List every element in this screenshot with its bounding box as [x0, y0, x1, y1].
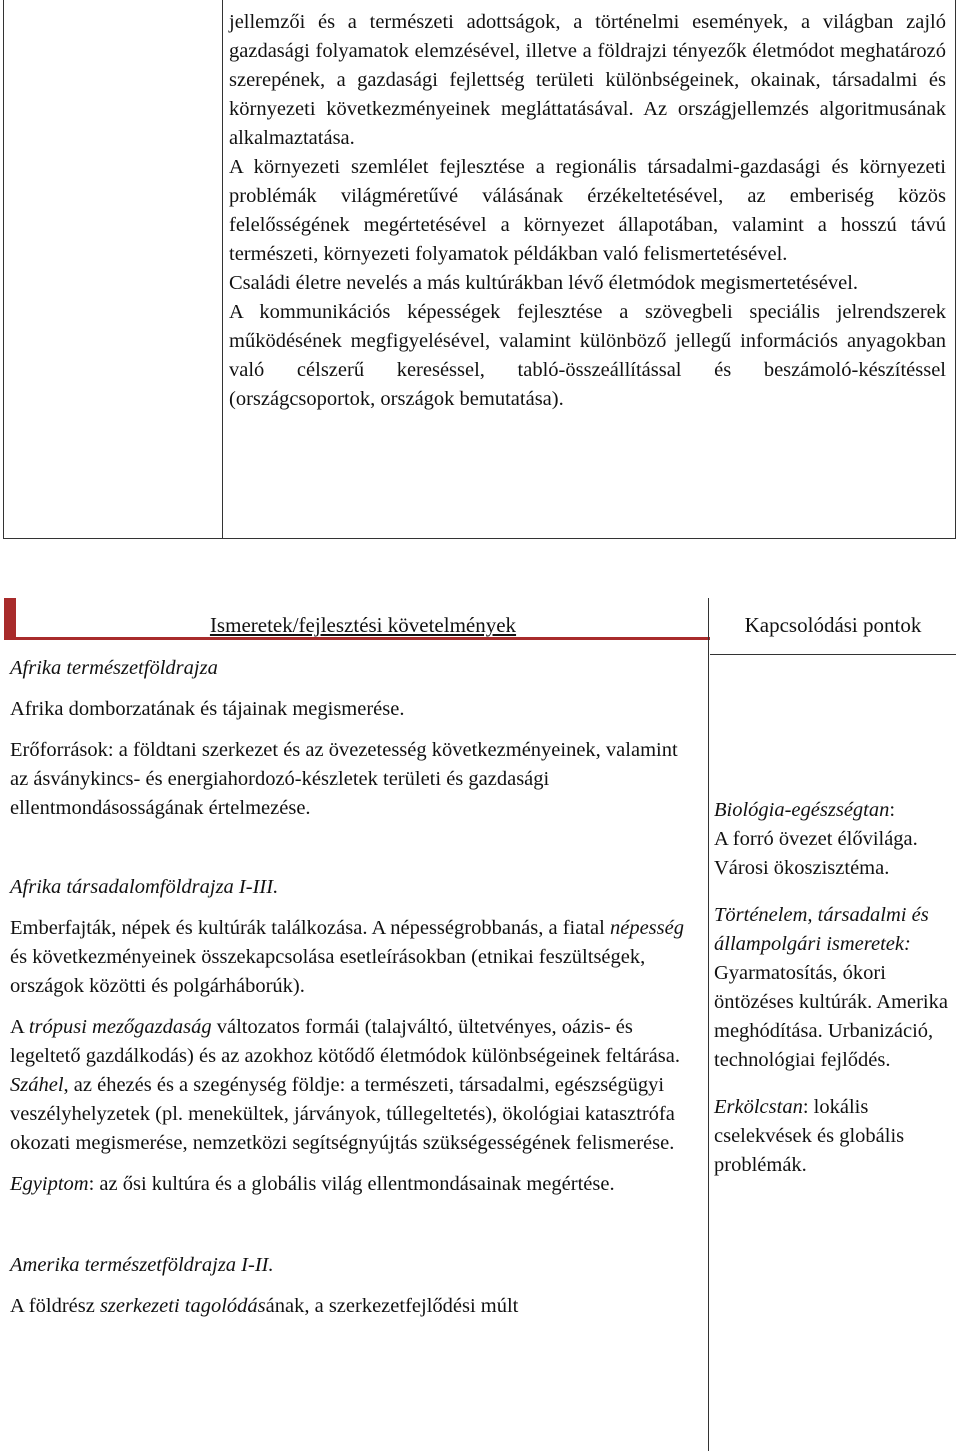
column-header-connections [710, 612, 956, 638]
subheading: Afrika társadalomföldrajza I-III. [10, 876, 279, 898]
header-divider [710, 654, 956, 655]
connection-biology: Biológia-egészségtan: A forró övezet élővilága. Városi ökoszisztéma. [714, 799, 918, 879]
paragraph: A trópusi mezőgazdaság változatos formái (talajváltó, ültetvényes, oázis- és legeltető gazdálkodás) és az azokhoz kötődő életmódok különbségeinek feltárása. Száhel, az éhezés és a szegénység földje: a természeti, társadalmi, egészségügyi veszélyhelyzetek (pl. menekültek, járványok, túllegeltetés), ökológiai katasztrófa okozati megismerése, nemzetközi segítségnyújtás szükségességének felismerése. [10, 1016, 680, 1154]
connection-history: Történelem, társadalmi és állampolgári ismeretek: Gyarmatosítás, ókori öntözéses kultúrák. Amerika meghódítása. Urbanizáció, technológiai fejlődés. [714, 904, 948, 1071]
top-left-cell [4, 0, 223, 538]
header-label: Ismeretek/fejlesztési követelmények [209, 613, 517, 637]
requirements-column [10, 654, 700, 1321]
paragraph: Családi életre nevelés a más kultúrákban lévő életmódok megismertetésével. [229, 272, 859, 294]
paragraph: A környezeti szemlélet fejlesztése a regionális társadalmi-gazdasági és környezeti problémák világméretűvé válásának érzékeltetésével, az emberiség közös felelősségének megértetésével a környezet állapotában, valamint a hosszú távú természeti, környezeti folyamatok példákban való felismertetésével. [229, 156, 946, 265]
connection-ethics: Erkölcstan: lokális cselekvések és globális problémák. [714, 1096, 905, 1176]
subheading: Amerika természetföldrajza I-II. [10, 1254, 274, 1276]
connections-column [714, 796, 950, 1180]
paragraph: jellemzői és a természeti adottságok, a történelmi események, a világban zajló gazdasági folyamatok elemzésével, illetve a földrajzi tényezők életmódot meghatározó szerepének, a gazdasági fejlettség területi különbségeinek, okainak, társadalmi és környezeti következményeinek megláttatásával. Az országjellemzés algoritmusának alkalmaztatása. [229, 11, 946, 149]
subheading: Afrika természetföldrajza [10, 657, 218, 679]
section-marker [4, 598, 16, 640]
paragraph: Afrika domborzatának és tájainak megismerése. [10, 698, 405, 720]
paragraph: A kommunikációs képességek fejlesztése a szövegbeli speciális jelrendszerek működésének megfigyelésével, valamint különböző jellegű információs anyagokban való célszerű kereséssel, tabló-összeállítással és beszámoló-készítéssel (országcsoportok, országok bemutatása). [229, 301, 946, 410]
column-divider [708, 598, 709, 1451]
paragraph: Erőforrások: a földtani szerkezet és az övezetesség következményeinek, valamint az ásványkincs- és energiahordozó-készletek területi és gazdasági ellentmondásosságának értelmezése. [10, 739, 678, 819]
column-header-requirements [16, 612, 710, 638]
paragraph: Emberfajták, népek és kultúrák találkozása. A népességrobbanás, a fiatal népesség és következményeinek összekapcsolása esetleírásokban (etnikai feszültségek, országok közötti és polgárháborúk). [10, 917, 684, 997]
header-label: Kapcsolódási pontok [744, 613, 922, 637]
paragraph: Egyiptom: az ősi kultúra és a globális világ ellentmondásainak megértése. [10, 1173, 615, 1195]
top-text-cell [229, 8, 946, 414]
paragraph: A földrész szerkezeti tagolódásának, a szerkezetfejlődési múlt [10, 1295, 519, 1317]
requirements-table [4, 598, 956, 1451]
